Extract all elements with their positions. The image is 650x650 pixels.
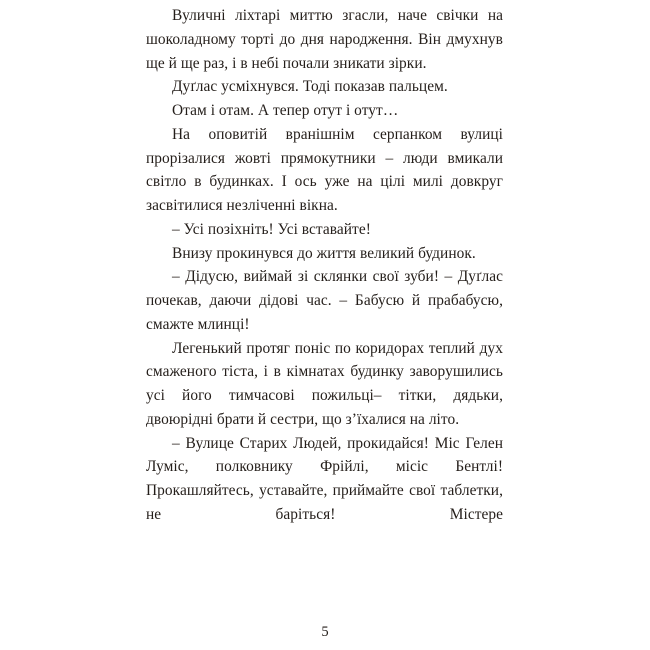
page-text-body (146, 4, 503, 550)
paragraph: Вуличні ліхтарі миттю згасли, наче свічки на шоколадному торті до дня народження. Він дмухнув ще й ще раз, і в небі почали зникати зірки. (146, 7, 503, 72)
paragraph-dialogue: – Дідусю, виймай зі склянки свої зуби! – Дуґлас почекав, даючи дідові час. – Бабусю й прабабусю, смажте млинці! (146, 268, 503, 333)
paragraph-dialogue: – Вулице Старих Людей, прокидайся! Міс Гелен Луміс, полковнику Фрійлі, місіс Бентлі! Прокашляйтесь, уставайте, приймайте свої таблетки, не баріться! Містере (146, 434, 503, 523)
paragraph: Дуґлас усміхнувся. Тоді показав пальцем. (172, 78, 448, 96)
paragraph: На оповитій вранішнім серпанком вулиці прорізалися жовті прямокутники – люди вмикали світло в будинках. І ось уже на цілі милі довкруг засвітилися незліченні вікна. (146, 125, 503, 214)
paragraph: Легенький протяг поніс по коридорах теплий дух смаженого тіста, і в кімнатах будинку заворушились усі його тимчасові пожильці– тітки, дядьки, двоюрідні брати й сестри, що з’їхалися на літо. (146, 339, 503, 428)
page-number: 5 (321, 624, 329, 640)
paragraph-dialogue: – Усі позіхніть! Усі вставайте! (172, 220, 371, 238)
paragraph: Отам і отам. А тепер отут і отут… (172, 102, 399, 119)
paragraph: Внизу прокинувся до життя великий будинок. (172, 244, 476, 262)
